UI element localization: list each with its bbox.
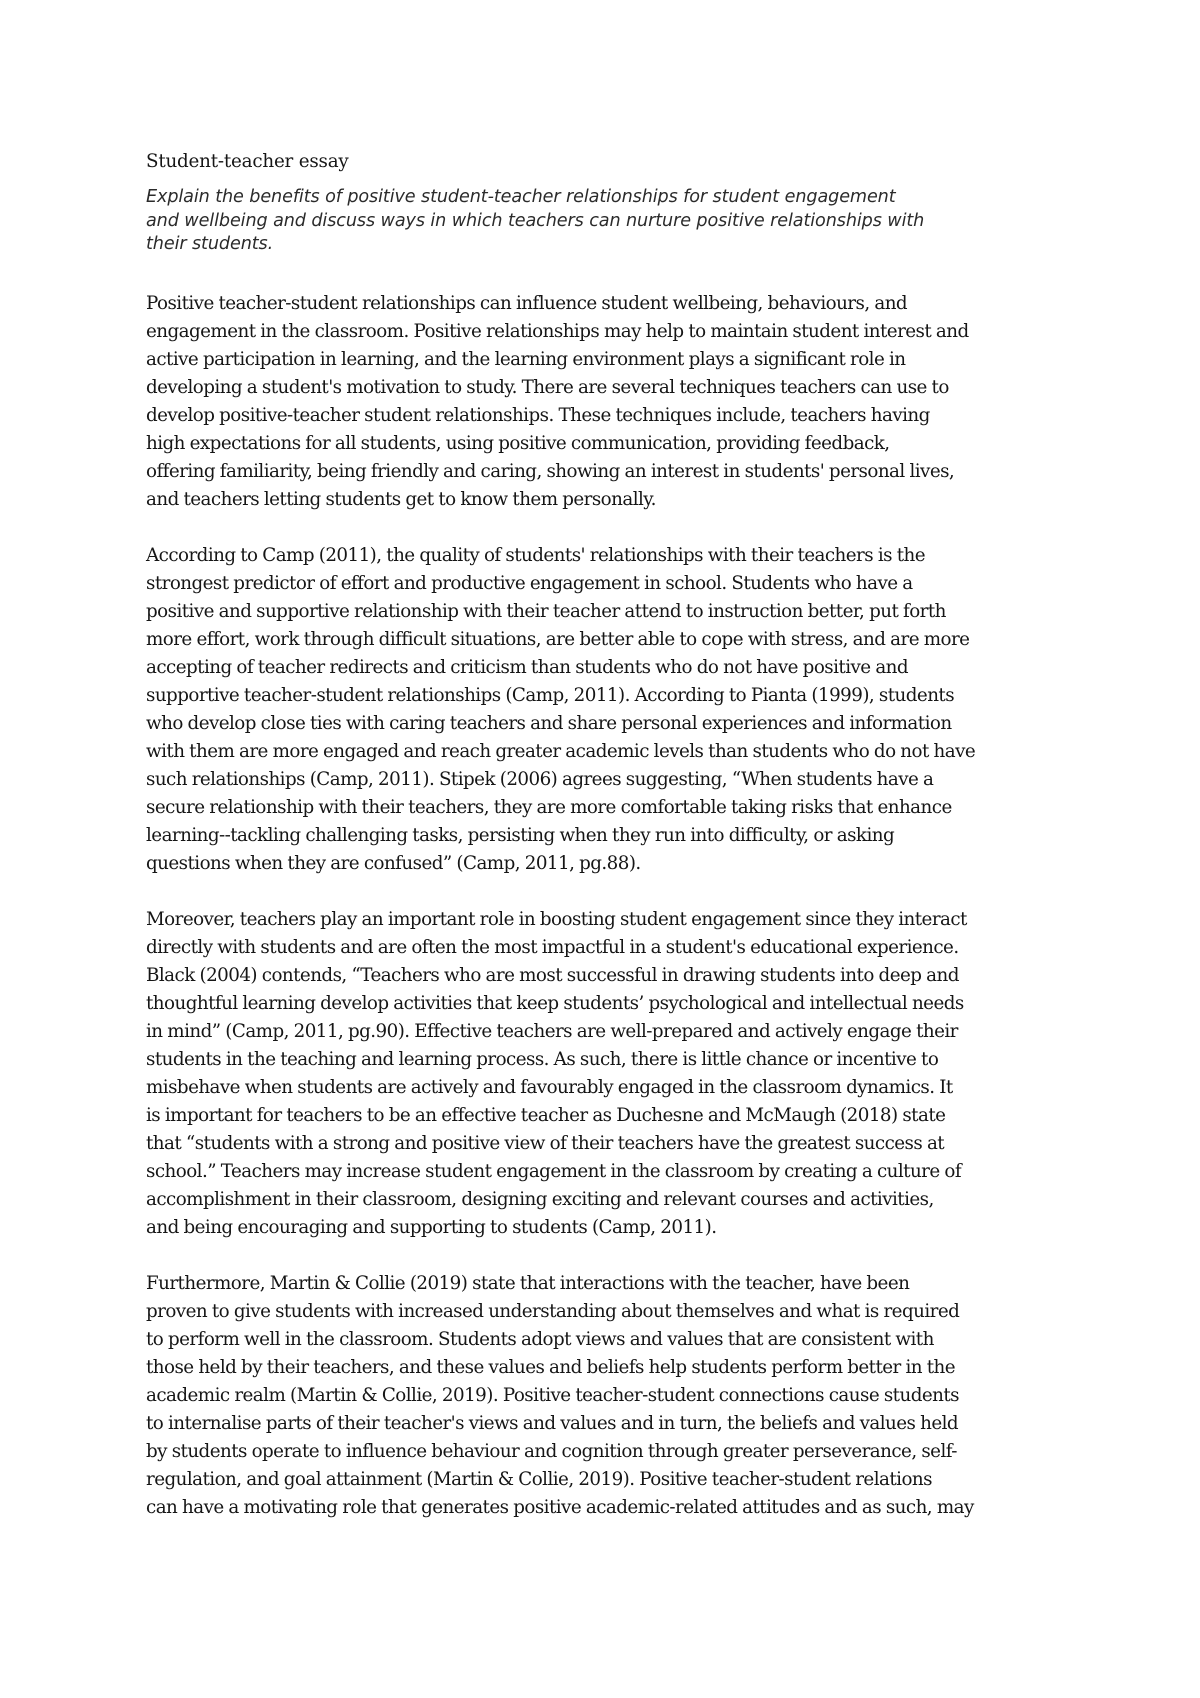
text-line: to perform well in the classroom. Students adopt views and values that are consistent with (146, 1328, 934, 1350)
text-line: more effort, work through difficult situations, are better able to cope with stress, and are more (146, 628, 970, 650)
text-line: questions when they are confused” (Camp, 2011, pg.88). (146, 852, 641, 874)
text-line: by students operate to influence behaviour and cognition through greater perseverance, self- (146, 1440, 957, 1462)
text-line: Black (2004) contends, “Teachers who are most successful in drawing students into deep and (146, 964, 959, 986)
text-line: Moreover, teachers play an important role in boosting student engagement since they interact (146, 908, 967, 930)
text-line: those held by their teachers, and these values and beliefs help students perform better in the (146, 1356, 956, 1378)
text-line: is important for teachers to be an effective teacher as Duchesne and McMaugh (2018) state (146, 1104, 946, 1126)
text-line: engagement in the classroom. Positive relationships may help to maintain student interest and (146, 320, 969, 342)
document-title: Student-teacher essay (146, 151, 349, 172)
text-line: strongest predictor of effort and productive engagement in school. Students who have a (146, 572, 913, 594)
text-line: school.” Teachers may increase student engagement in the classroom by creating a culture of (146, 1160, 962, 1182)
text-line: learning--tackling challenging tasks, persisting when they run into difficulty, or asking (146, 824, 895, 846)
document-body (146, 148, 1071, 1550)
paragraph-moreover (146, 906, 1071, 1242)
text-line: active participation in learning, and the learning environment plays a significant role in (146, 348, 906, 370)
text-line: misbehave when students are actively and favourably engaged in the classroom dynamics. It (146, 1076, 953, 1098)
prompt-line: their students. (146, 234, 274, 254)
text-line: secure relationship with their teachers, they are more comfortable taking risks that enhance (146, 796, 952, 818)
text-line: supportive teacher-student relationships (Camp, 2011). According to Pianta (1999), students (146, 684, 955, 706)
text-line: such relationships (Camp, 2011). Stipek (2006) agrees suggesting, “When students have a (146, 768, 934, 790)
text-line: Positive teacher-student relationships can influence student wellbeing, behaviours, and (146, 292, 908, 314)
text-line: proven to give students with increased understanding about themselves and what is required (146, 1300, 960, 1322)
prompt-line: and wellbeing and discuss ways in which teachers can nurture positive relationships with (146, 210, 925, 231)
text-line: Furthermore, Martin & Collie (2019) state that interactions with the teacher, have been (146, 1272, 910, 1294)
essay-prompt (146, 186, 1071, 257)
text-line: in mind” (Camp, 2011, pg.90). Effective teachers are well-prepared and actively engage their (146, 1020, 958, 1042)
prompt-line: Explain the benefits of positive student-teacher relationships for student engagement (146, 187, 896, 207)
text-line: thoughtful learning develop activities that keep students’ psychological and intellectual needs (146, 992, 964, 1014)
text-line: directly with students and are often the most impactful in a student's educational experience. (146, 936, 959, 958)
text-line: According to Camp (2011), the quality of students' relationships with their teachers is the (146, 544, 926, 566)
text-line: that “students with a strong and positive view of their teachers have the greatest success at (146, 1132, 945, 1154)
paragraph-furthermore (146, 1270, 1071, 1522)
text-line: academic realm (Martin & Collie, 2019). Positive teacher-student connections cause students (146, 1384, 959, 1406)
text-line: accepting of teacher redirects and criticism than students who do not have positive and (146, 656, 909, 678)
text-line: with them are more engaged and reach greater academic levels than students who do not have (146, 740, 976, 762)
text-line: offering familiarity, being friendly and caring, showing an interest in students' personal lives, (146, 460, 955, 482)
text-line: high expectations for all students, using positive communication, providing feedback, (146, 432, 890, 454)
text-line: accomplishment in their classroom, designing exciting and relevant courses and activities, (146, 1188, 934, 1210)
text-line: and teachers letting students get to know them personally. (146, 488, 656, 510)
text-line: developing a student's motivation to study. There are several techniques teachers can use to (146, 376, 949, 398)
text-line: positive and supportive relationship with their teacher attend to instruction better, put forth (146, 600, 946, 622)
paragraph-introduction (146, 290, 1071, 514)
text-line: develop positive-teacher student relationships. These techniques include, teachers having (146, 404, 930, 426)
paragraph-camp (146, 542, 1071, 878)
text-line: to internalise parts of their teacher's views and values and in turn, the beliefs and values held (146, 1412, 959, 1434)
text-line: who develop close ties with caring teachers and share personal experiences and information (146, 712, 952, 734)
text-line: regulation, and goal attainment (Martin & Collie, 2019). Positive teacher-student relations (146, 1468, 932, 1490)
text-line: students in the teaching and learning process. As such, there is little chance or incentive to (146, 1048, 939, 1070)
text-line: can have a motivating role that generates positive academic-related attitudes and as such, may (146, 1496, 974, 1518)
text-line: and being encouraging and supporting to students (Camp, 2011). (146, 1216, 717, 1238)
